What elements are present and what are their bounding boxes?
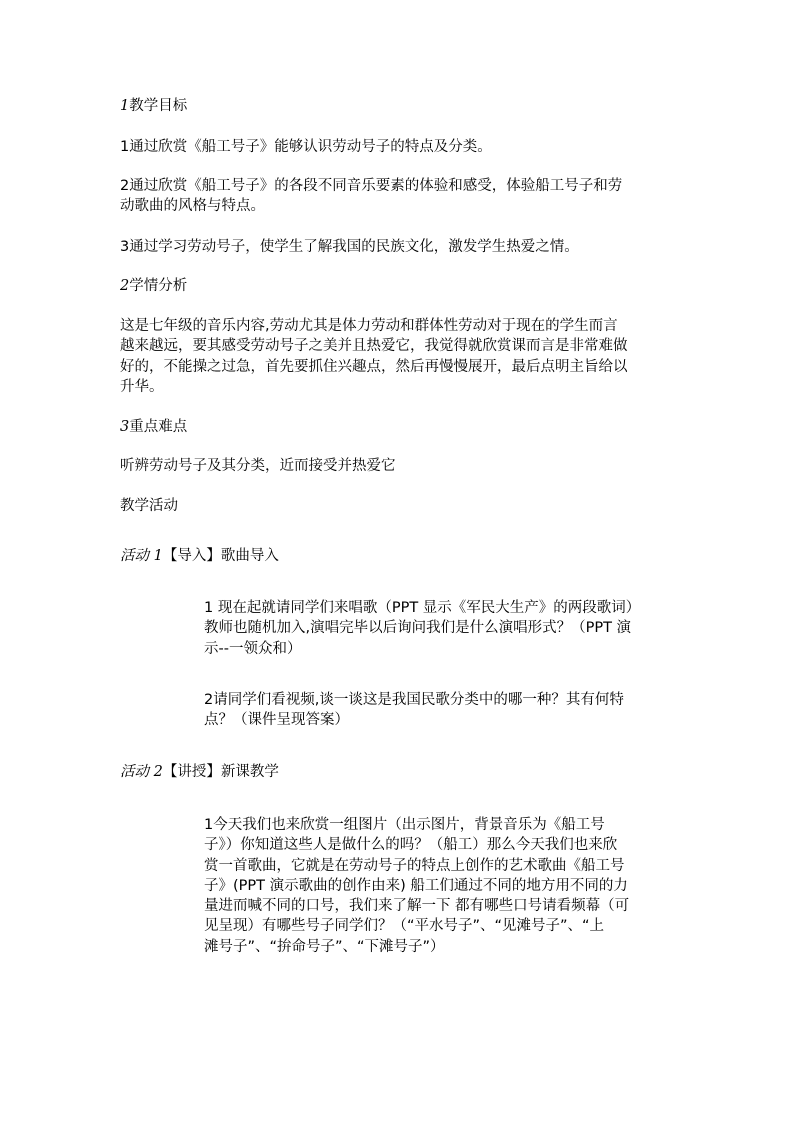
step-line: 子》）你知道这些人是做什么的吗？（船工）那么今天我们也来欣 [204,837,618,854]
step-line: 滩号子”、“拚命号子”、“下滩号子”） [204,938,445,955]
step-line: 见呈现）有哪些号子同学们？（“平水号子”、“见滩号子”、“上 [204,918,605,935]
goal-3: 3通过学习劳动号子，使学生了解我国的民族文化，激发学生热爱之情。 [120,239,579,255]
analysis-paragraph [120,316,628,397]
analysis-line: 好的，不能操之过急，首先要抓住兴趣点，然后再慢慢展开，最后点明主旨给以 [120,358,628,375]
activity-2-heading [120,762,279,782]
key-point-text: 听辨劳动号子及其分类，近而接受并热爱它 [120,458,396,474]
goal-2 [120,176,622,217]
section-title: 重点难点 [129,419,188,435]
step-line: 1 现在起就请同学们来唱歌（PPT 显示《军民大生产》的两段歌词） [204,600,641,616]
analysis-line: 越来越远，要其感受劳动号子之美并且热爱它，我觉得就欣赏课而言是非常难做 [120,338,628,355]
section-number: 2 [120,278,130,294]
step-line: 教师也随机加入,演唱完毕以后询问我们是什么演唱形式？（PPT 演 [204,620,632,637]
activity-prefix: 活动 1 [120,548,163,564]
activity-prefix: 活动 2 [120,764,163,780]
section-title: 教学目标 [129,98,188,114]
section-number: 1 [120,98,130,114]
step-line: 点？（课件呈现答案） [204,712,349,729]
activities-heading: 教学活动 [120,498,178,514]
section-title: 学情分析 [129,278,188,294]
step-line: 量进而喊不同的口号，我们来了解一下 都有哪些口号请看频幕（可 [204,898,630,915]
step-line: 2请同学们看视频,谈一谈这是我国民歌分类中的哪一种？其有何特 [204,692,624,708]
goal-2-line-1: 2通过欣赏《船工号子》的各段不同音乐要素的体验和感受，体验船工号子和劳 [120,178,623,194]
goal-1: 1通过欣赏《船工号子》能够认识劳动号子的特点及分类。 [120,139,492,155]
section-heading-learner-analysis [120,276,187,296]
activity-name: 新课教学 [220,764,279,780]
section-number: 3 [120,419,130,435]
activity-bracket: 【讲授】 [162,764,221,780]
step-line: 子》(PPT 演示歌曲的创作由来) 船工们通过不同的地方用不同的力 [204,877,628,894]
activity-1-step-2 [204,690,624,731]
step-line: 赏一首歌曲，它就是在劳动号子的特点上创作的艺术歌曲《船工号 [204,857,625,874]
activity-2-step-1 [204,815,629,957]
analysis-line: 升华。 [120,378,164,395]
analysis-line: 这是七年级的音乐内容,劳动尤其是体力劳动和群体性劳动对于现在的学生而言 [120,318,618,334]
activity-1-heading [120,546,279,566]
activity-bracket: 【导入】 [162,548,221,564]
step-line: 示--一领众和） [204,640,302,657]
activity-name: 歌曲导入 [220,548,279,564]
section-heading-key-points [120,417,187,437]
step-line: 1今天我们也来欣赏一组图片（出示图片，背景音乐为《船工号 [204,817,605,833]
goal-2-line-2: 动歌曲的风格与特点。 [120,198,265,215]
section-heading-teaching-goals [120,96,187,116]
activity-1-step-1 [204,598,640,659]
